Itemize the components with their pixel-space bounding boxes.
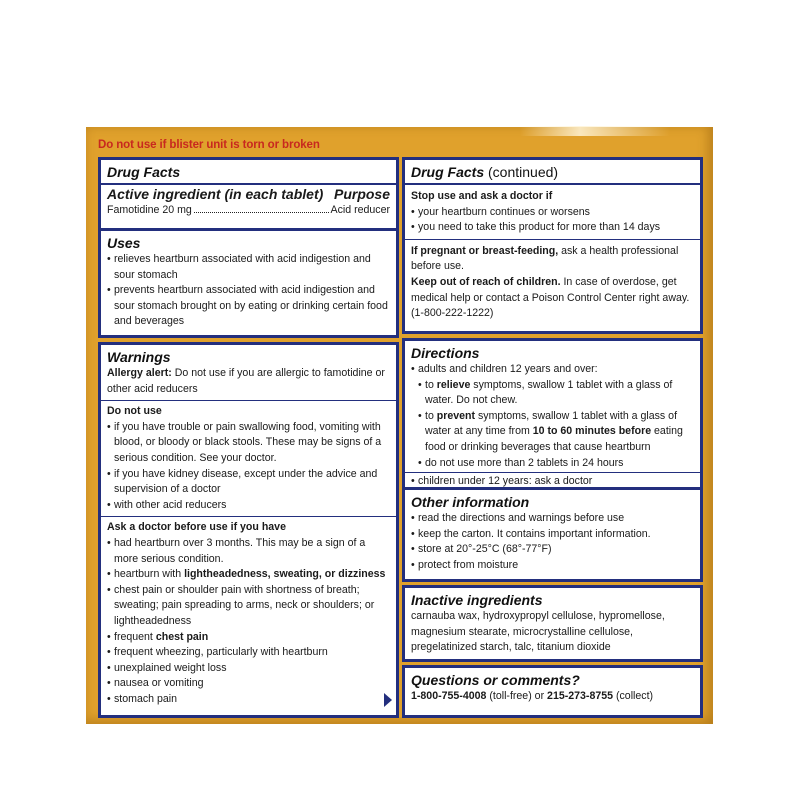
drug-facts-continued-panel <box>402 157 703 334</box>
uses-list <box>107 252 390 330</box>
stop-use-heading: Stop use and ask a doctor if <box>411 190 553 202</box>
continued-suffix: (continued) <box>488 164 559 180</box>
list-item-emphasis: relieve <box>436 378 471 391</box>
directions-title: Directions <box>411 345 480 361</box>
list-item: • keep the carton. It contains important information. <box>411 527 694 543</box>
inactive-ingredients-panel <box>402 585 703 662</box>
purpose-heading: Purpose <box>333 186 390 202</box>
drug-facts-continued-title <box>411 164 694 181</box>
warnings-title: Warnings <box>107 349 171 365</box>
allergy-alert <box>107 366 390 397</box>
list-item-text: heartburn with <box>114 568 185 581</box>
list-item: • unexplained weight loss <box>107 661 390 677</box>
continued-arrow-icon <box>384 693 392 707</box>
list-item: • you need to take this product for more than 14 days <box>411 220 694 236</box>
blister-warning: Do not use if blister unit is torn or broken <box>98 139 320 151</box>
carton-flap-edge <box>520 126 670 136</box>
list-item-emphasis: prevent <box>436 409 476 422</box>
allergy-label: Allergy alert: <box>107 367 172 379</box>
list-item: • protect from moisture <box>411 558 694 574</box>
list-item-text: frequent <box>114 630 156 643</box>
toll-free-phone: 1-800-755-4008 <box>411 690 487 702</box>
other-information-list <box>411 511 694 573</box>
keep-out-text: In case of overdose, get medical help or contact a Poison Control Center right away. (1-800-222-1222) <box>411 275 690 320</box>
divider <box>405 183 700 185</box>
directions-list-children <box>411 474 694 490</box>
list-item-text: symptoms, swallow 1 tablet with a glass of water at any time from <box>425 409 678 438</box>
divider <box>101 516 396 517</box>
list-item <box>107 630 390 646</box>
inactive-ingredients-text: carnauba wax, hydroxypropyl cellulose, hypromellose, magnesium stearate, microcrystalline cellulose, pregelatinized starch, talc, titanium dioxide <box>411 610 665 654</box>
list-item-emphasis: chest pain <box>155 630 209 643</box>
keep-out-warning <box>411 275 694 322</box>
ingredient-name: Famotidine 20 mg <box>107 204 192 216</box>
list-item: • store at 20°-25°C (68°-77°F) <box>411 542 694 558</box>
drug-facts-panel <box>98 157 399 231</box>
list-item: • children under 12 years: ask a doctor <box>411 474 694 490</box>
other-information-title: Other information <box>411 494 530 510</box>
stop-use-list <box>411 205 694 236</box>
list-item: • frequent wheezing, particularly with heartburn <box>107 645 390 661</box>
list-item <box>411 378 694 409</box>
list-item: • stomach pain <box>107 692 390 708</box>
warnings-panel <box>98 342 399 718</box>
ingredient-row <box>107 203 390 219</box>
list-item: • if you have trouble or pain swallowing food, vomiting with blood, or bloody or black stools. These may be signs of a serious condition. See your doctor. <box>107 420 390 467</box>
directions-list <box>411 362 694 471</box>
list-item <box>411 409 694 456</box>
list-item: • with other acid reducers <box>107 498 390 514</box>
list-item-emphasis: lightheadedness, sweating, or dizziness <box>184 568 386 581</box>
other-information-panel <box>402 490 703 582</box>
questions-title: Questions or comments? <box>411 672 580 688</box>
collect-phone: 215-273-8755 <box>547 690 614 702</box>
do-not-use-heading: Do not use <box>107 405 162 418</box>
list-item: • if you have kidney disease, except under the advice and supervision of a doctor <box>107 467 390 498</box>
allergy-text: Do not use if you are allergic to famotidine or other acid reducers <box>107 367 385 395</box>
list-item-text: symptoms, swallow 1 tablet with a glass of water. Do not chew. <box>425 378 673 407</box>
list-item <box>107 567 390 583</box>
questions-panel <box>402 665 703 718</box>
do-not-use-list <box>107 420 390 514</box>
keep-out-label: Keep out of reach of children. <box>411 275 561 288</box>
list-item: • chest pain or shoulder pain with shortness of breath; sweating; pain spreading to arms, neck or shoulders; or lightheadedness <box>107 583 390 630</box>
list-item-text: to <box>425 409 437 422</box>
divider <box>101 400 396 401</box>
pregnancy-text: ask a health professional before use. <box>411 244 679 273</box>
list-item: • your heartburn continues or worsens <box>411 205 694 221</box>
questions-contact <box>411 689 694 705</box>
pregnancy-warning <box>411 244 694 275</box>
pregnancy-label: If pregnant or breast-feeding, <box>411 244 559 257</box>
list-item-text: eating food or drinking beverages that cause heartburn <box>425 425 683 453</box>
collect-note: (collect) <box>613 690 654 702</box>
uses-panel <box>98 231 399 338</box>
divider <box>101 183 396 185</box>
drug-facts-title: Drug Facts <box>107 164 181 180</box>
ingredient-purpose: Acid reducer <box>330 204 390 216</box>
list-item-emphasis: 10 to 60 minutes before <box>532 425 652 438</box>
list-item: • read the directions and warnings before use <box>411 511 694 527</box>
list-item: • prevents heartburn associated with acid indigestion and sour stomach brought on by eating or drinking certain food and beverages <box>107 283 390 330</box>
directions-panel <box>402 338 703 490</box>
list-item-text: to <box>425 378 437 391</box>
continued-title-text: Drug Facts <box>411 164 485 180</box>
leader-dots <box>194 212 329 213</box>
active-ingredient-heading: Active ingredient (in each tablet) <box>107 186 324 202</box>
inactive-ingredients-title: Inactive ingredients <box>411 592 543 608</box>
active-ingredient-header <box>107 186 390 203</box>
list-item: • relieves heartburn associated with acid indigestion and sour stomach <box>107 252 390 283</box>
list-item: • do not use more than 2 tablets in 24 hours <box>411 456 694 472</box>
ask-doctor-heading: Ask a doctor before use if you have <box>107 521 286 534</box>
list-item: • had heartburn over 3 months. This may be a sign of a more serious condition. <box>107 536 390 567</box>
uses-title: Uses <box>107 235 141 251</box>
divider <box>405 472 700 473</box>
ask-doctor-list <box>107 536 390 708</box>
list-item: • nausea or vomiting <box>107 676 390 692</box>
list-item: • adults and children 12 years and over: <box>411 362 694 378</box>
toll-free-note: (toll-free) or <box>486 690 548 702</box>
divider <box>405 239 700 240</box>
